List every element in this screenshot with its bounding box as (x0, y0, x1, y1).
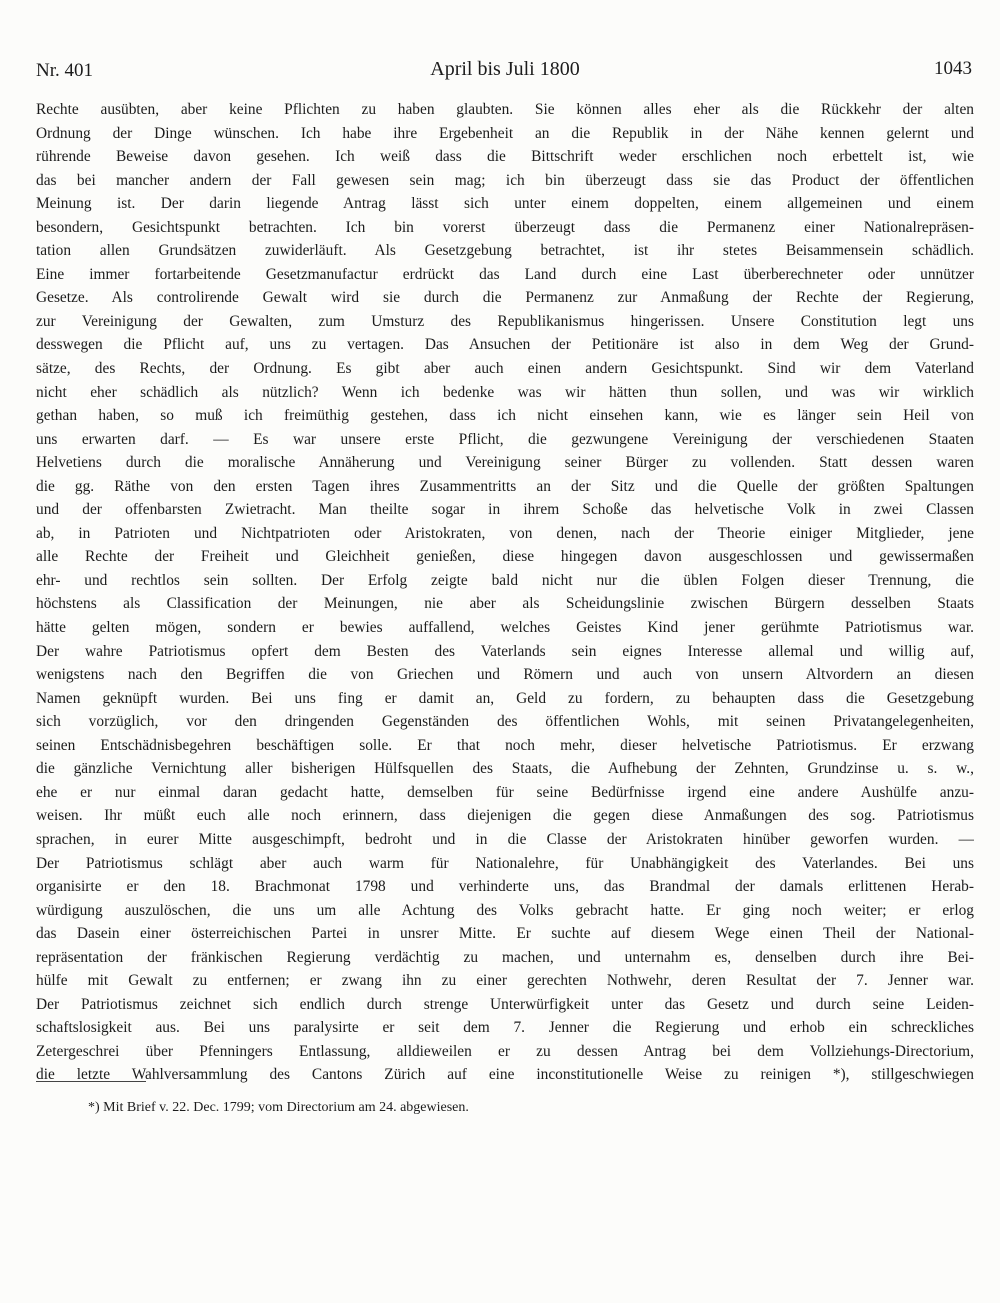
text-line: Eine immer fortarbeitende Gesetzmanufactur erdrückt das Land durch eine Last überberechneter oder unnützer (36, 265, 974, 283)
text-line: das bei mancher andern der Fall gewesen sein mag; ich bin überzeugt dass sie das Product der öffentlichen (36, 171, 974, 189)
text-line: sich vorzüglich, vor den dringenden Gegenständen des öffentlichen Wohls, mit seinen Privatangelegenheiten, (36, 713, 974, 731)
text-line: nicht eher schädlich als nützlich? Wenn ich bedenke was wir hätten thun sollen, und was wir wirklich (36, 383, 974, 401)
text-line: uns erwarten darf. — Es war unsere erste Pflicht, die gezwungene Vereinigung der verschiedenen Staaten (36, 430, 974, 448)
text-line: sätze, des Rechts, der Ordnung. Es gibt aber auch einen andern Gesichtspunkt. Sind wir dem Vaterland (36, 360, 974, 378)
text-line: Namen geknüpft wurden. Bei uns fing er damit an, Geld zu fordern, zu behaupten dass die Gesetzgebung (36, 689, 974, 707)
text-line: schaftslosigkeit aus. Bei uns paralysirte er seit dem 7. Jenner die Regierung und erhob ein schreckliches (36, 1019, 974, 1037)
text-line: Der wahre Patriotismus opfert dem Besten des Vaterlands sein eignes Interesse allemal und willig auf, (36, 642, 974, 660)
text-line: ehr- und rechtlos sein sollten. Der Erfolg zeigte bald nicht nur die üblen Folgen dieser Trennung, die (36, 571, 974, 589)
text-line: repräsentation der fränkischen Regierung verdächtig zu machen, und unternahm es, denselben durch ihre Bei- (36, 948, 974, 966)
footnote-divider (36, 1081, 146, 1082)
text-line: hülfe mit Gewalt zu entfernen; er zwang ihn zu einer gerechten Nothwehr, deren Resultat der 7. Jenner war. (36, 972, 974, 990)
running-title: April bis Juli 1800 (430, 58, 580, 80)
text-line: die letzte Wahlversammlung des Cantons Zürich auf eine inconstitutionelle Weise zu reinigen *), stillgeschwiegen (36, 1066, 974, 1084)
text-line: Der Patriotismus zeichnet sich endlich durch strenge Unterwürfigkeit unter das Gesetz und durch seine Leiden- (36, 995, 974, 1013)
text-line: Rechte ausübten, aber keine Pflichten zu haben glaubten. Sie können alles eher als die Rückkehr der alten (36, 101, 974, 118)
text-line: würdigung auszulöschen, die uns um alle Achtung des Volks gebracht hatte. Er ging noch weiter; er erlog (36, 901, 974, 919)
text-line: gethan haben, so muß ich freimüthig gestehen, dass ich nicht einsehen kann, wie es länger sein Heil von (36, 407, 974, 425)
text-line: seinen Entschädnisbegehren beschäftigen solle. Er that noch mehr, dieser helvetische Patriotismus. Er erzwang (36, 736, 974, 754)
page-header (36, 58, 974, 88)
text-line: die gg. Räthe von den ersten Tagen ihres Zusammentritts an der Sitz und die Quelle der größten Spaltungen (36, 477, 974, 495)
page-number: 1043 (934, 58, 972, 79)
text-line: Gesetze. Als controlirende Gewalt wird sie durch die Permanenz zur Anmaßung der Rechte der Regierung, (36, 289, 974, 307)
text-line: tation allen Grundsätzen zuwiderläuft. Als Gesetzgebung betrachtet, ist ihr stetes Beisammensein schädlich. (36, 242, 974, 260)
text-line: die gänzliche Vernichtung aller bisherigen Hülfsquellen des Staats, die Aufhebung der Zehnten, Grundzinse u. s. w., (36, 760, 974, 778)
text-line: desswegen die Pflicht auf, uns zu vertagen. Das Ansuchen der Petitionäre ist also in dem Weg der Grund- (36, 336, 974, 354)
text-line: organisirte er den 18. Brachmonat 1798 und verhinderte uns, das Brandmal der damals erlittenen Herab- (36, 878, 974, 896)
text-line: hätte gelten mögen, sondern er bewies auffallend, welches Geistes Kind jener gerühmte Patriotismus war. (36, 619, 974, 637)
text-line: das Dasein einer österreichischen Partei in unsrer Mitte. Er suchte auf diesem Wege einen Theil der National- (36, 925, 974, 943)
text-line: ehe er nur einmal daran gedacht hatte, demselben für seine Bedürfnisse irgend eine andere Aushülfe anzu- (36, 783, 974, 801)
document-number: Nr. 401 (36, 60, 93, 81)
text-line: Ordnung der Dinge wünschen. Ich habe ihre Ergebenheit an die Republik in der Nähe kennen gelernt und (36, 124, 974, 142)
footnote: *) Mit Brief v. 22. Dec. 1799; vom Directorium am 24. abgewiesen. (88, 1100, 469, 1115)
text-line: höchstens als Classification der Meinungen, nie aber als Scheidungslinie zwischen Bürgern desselben Staats (36, 595, 974, 613)
text-line: zur Vereinigung der Gewalten, zum Umsturz des Republikanismus hingerissen. Unsere Constitution legt uns (36, 312, 974, 330)
text-line: Zetergeschrei über Pfenningers Entlassung, alldieweilen er zu dessen Antrag bei dem Vollziehungs-Directorium, (36, 1042, 974, 1060)
text-line: besondern, Gesichtspunkt betrachten. Ich bin vorerst überzeugt dass die Permanenz einer Nationalrepräsen- (36, 218, 974, 236)
text-line: weisen. Ihr müßt euch alle noch erinnern, dass diejenigen die gegen diese Anmaßungen des sog. Patriotismus (36, 807, 974, 825)
text-line: Der Patriotismus schlägt aber auch warm für Nationalehre, für Unabhängigkeit des Vaterlandes. Bei uns (36, 854, 974, 872)
text-line: alle Rechte der Freiheit und Gleichheit genießen, diese hingegen davon ausgeschlossen und gewissermaßen (36, 548, 974, 566)
body-paragraph (36, 98, 974, 1087)
text-line: Meinung ist. Der darin liegende Antrag lässt sich unter einem doppelten, einem allgemeinen und einem (36, 195, 974, 213)
text-line: sprachen, in eurer Mitte ausgeschimpft, bedroht und in die Classe der Aristokraten hinüber geworfen wurden. — (36, 830, 974, 848)
text-line: und der offenbarsten Zwietracht. Man theilte sogar in ihrem Schoße das helvetische Volk in zwei Classen (36, 501, 974, 519)
text-line: ab, in Patrioten und Nichtpatrioten oder Aristokraten, von denen, nach der Theorie einiger Mitglieder, jene (36, 524, 974, 542)
text-line: Helvetiens durch die moralische Annäherung und Vereinigung seiner Bürger zu vollenden. Statt dessen waren (36, 454, 974, 472)
text-line: rührende Beweise davon gesehen. Ich weiß dass die Bittschrift weder erschlichen noch erbettelt ist, wie (36, 148, 974, 166)
text-line: wenigstens nach den Begriffen die von Griechen und Römern und auch von unsern Altvordern an diesen (36, 666, 974, 684)
